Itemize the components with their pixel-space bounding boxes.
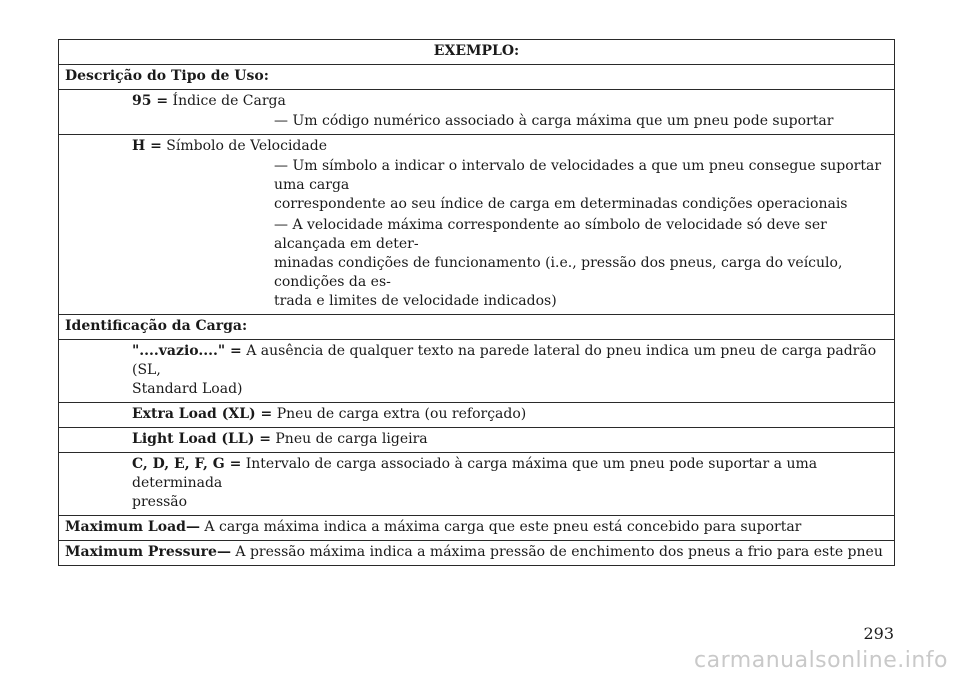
table-row (59, 453, 895, 516)
load-index-cell (59, 90, 895, 135)
extra-load-desc: Pneu de carga extra (ou reforçado) (276, 406, 527, 422)
load-index-desc: — Um código numérico associado à carga máxima que um pneu pode suportar (274, 113, 834, 129)
table-row (59, 135, 895, 315)
table-row (59, 40, 895, 65)
load-range-desc-2: pressão (132, 494, 188, 510)
watermark: carmanualsonline.info (694, 648, 948, 673)
light-load-code: Light Load (LL) = (132, 431, 271, 447)
table-row (59, 90, 895, 135)
extra-load-code: Extra Load (XL) = (132, 406, 273, 422)
table-row (59, 65, 895, 90)
load-index-name: Índice de Carga (172, 93, 286, 109)
max-pressure-desc: A pressão máxima indica a máxima pressão de enchimento dos pneus a frio para este pneu (235, 544, 883, 560)
max-load-cell (59, 516, 895, 541)
max-load-desc: A carga máxima indica a máxima carga que este pneu está concebido para suportar (204, 519, 802, 535)
speed-symbol-name: Símbolo de Velocidade (166, 138, 327, 154)
speed-symbol-cell (59, 135, 895, 315)
table-row (59, 315, 895, 340)
empty-load-code: "....vazio...." = (132, 343, 242, 359)
empty-load-cell (59, 340, 895, 403)
speed-symbol-desc-2: — A velocidade máxima correspondente ao símbolo de velocidade só deve ser alcançada em deter- minadas condições de funcionamento (i.e., pressão dos pneus, carga do veículo, condições da es- trada e limites de velocidade indicados) (274, 217, 843, 309)
empty-load-desc-1: A ausência de qualquer texto na parede lateral do pneu indica um pneu de carga padrão (SL, (132, 343, 877, 378)
max-pressure-cell (59, 541, 895, 566)
section-heading-uso: Descrição do Tipo de Uso: (59, 65, 895, 90)
empty-load-desc-2: Standard Load) (132, 381, 243, 397)
section-heading-carga: Identificação da Carga: (59, 315, 895, 340)
table-row (59, 403, 895, 428)
table-title: EXEMPLO: (59, 40, 895, 65)
table-row (59, 428, 895, 453)
extra-load-cell (59, 403, 895, 428)
page-number: 293 (863, 624, 894, 643)
load-range-code: C, D, E, F, G = (132, 456, 242, 472)
table-row (59, 541, 895, 566)
load-index-code: 95 = (132, 93, 169, 109)
table-row (59, 516, 895, 541)
max-pressure-label: Maximum Pressure— (65, 544, 231, 560)
load-range-desc-1: Intervalo de carga associado à carga máxima que um pneu pode suportar a uma determinada (132, 456, 818, 491)
light-load-cell (59, 428, 895, 453)
light-load-desc: Pneu de carga ligeira (275, 431, 428, 447)
speed-symbol-code: H = (132, 138, 162, 154)
speed-symbol-desc-1: — Um símbolo a indicar o intervalo de velocidades a que um pneu consegue suportar uma carga correspondente ao seu índice de carga em determinadas condições operacionais (274, 158, 882, 212)
table-row (59, 340, 895, 403)
tire-info-table (58, 39, 895, 566)
load-range-cell (59, 453, 895, 516)
max-load-label: Maximum Load— (65, 519, 200, 535)
